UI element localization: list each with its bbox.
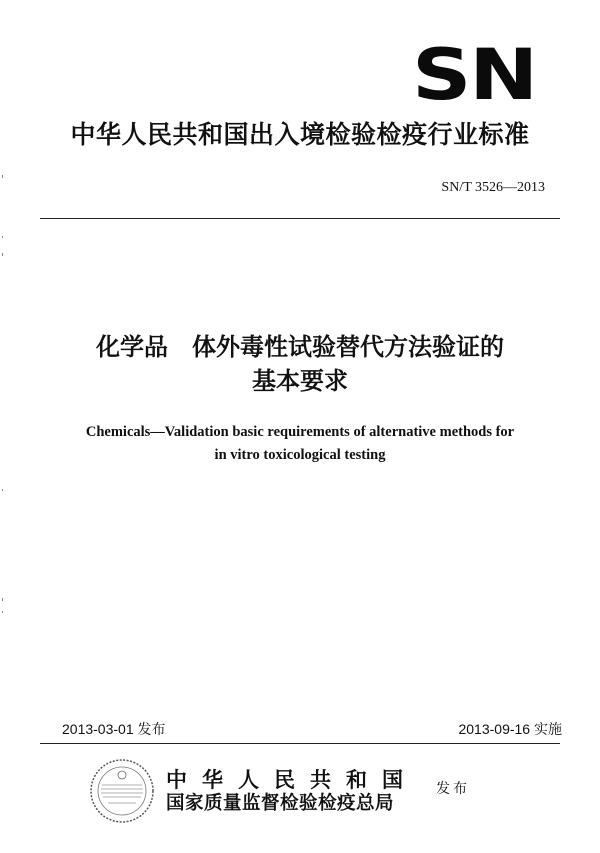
implementation-date: 2013-09-16 实施	[458, 721, 562, 737]
bottom-divider	[40, 743, 560, 744]
title-chinese	[0, 330, 600, 398]
title-chinese-line2: 基本要求	[252, 367, 348, 395]
issue-date: 2013-03-01 发布	[62, 721, 166, 737]
title-chinese-line1: 化学品 体外毒性试验替代方法验证的	[96, 333, 504, 361]
issuer-name-line2: 国家质量监督检验检疫总局	[166, 793, 395, 814]
sn-logo: SN	[412, 34, 536, 116]
standard-category: 中华人民共和国出入境检验检疫行业标准	[70, 120, 530, 149]
publish-label: 发布	[436, 781, 470, 797]
issuer-name-line1: 中华人民共和国	[166, 768, 418, 792]
issuer-block	[166, 768, 418, 816]
title-english-line1: Chemicals—Validation basic requirements of alternative methods for	[85, 424, 515, 440]
title-english-line2: in vitro toxicological testing	[214, 447, 386, 463]
standard-number: SN/T 3526—2013	[441, 180, 545, 195]
anti-counterfeit-seal-icon	[88, 757, 156, 825]
title-english	[0, 421, 600, 467]
top-divider	[40, 218, 560, 219]
